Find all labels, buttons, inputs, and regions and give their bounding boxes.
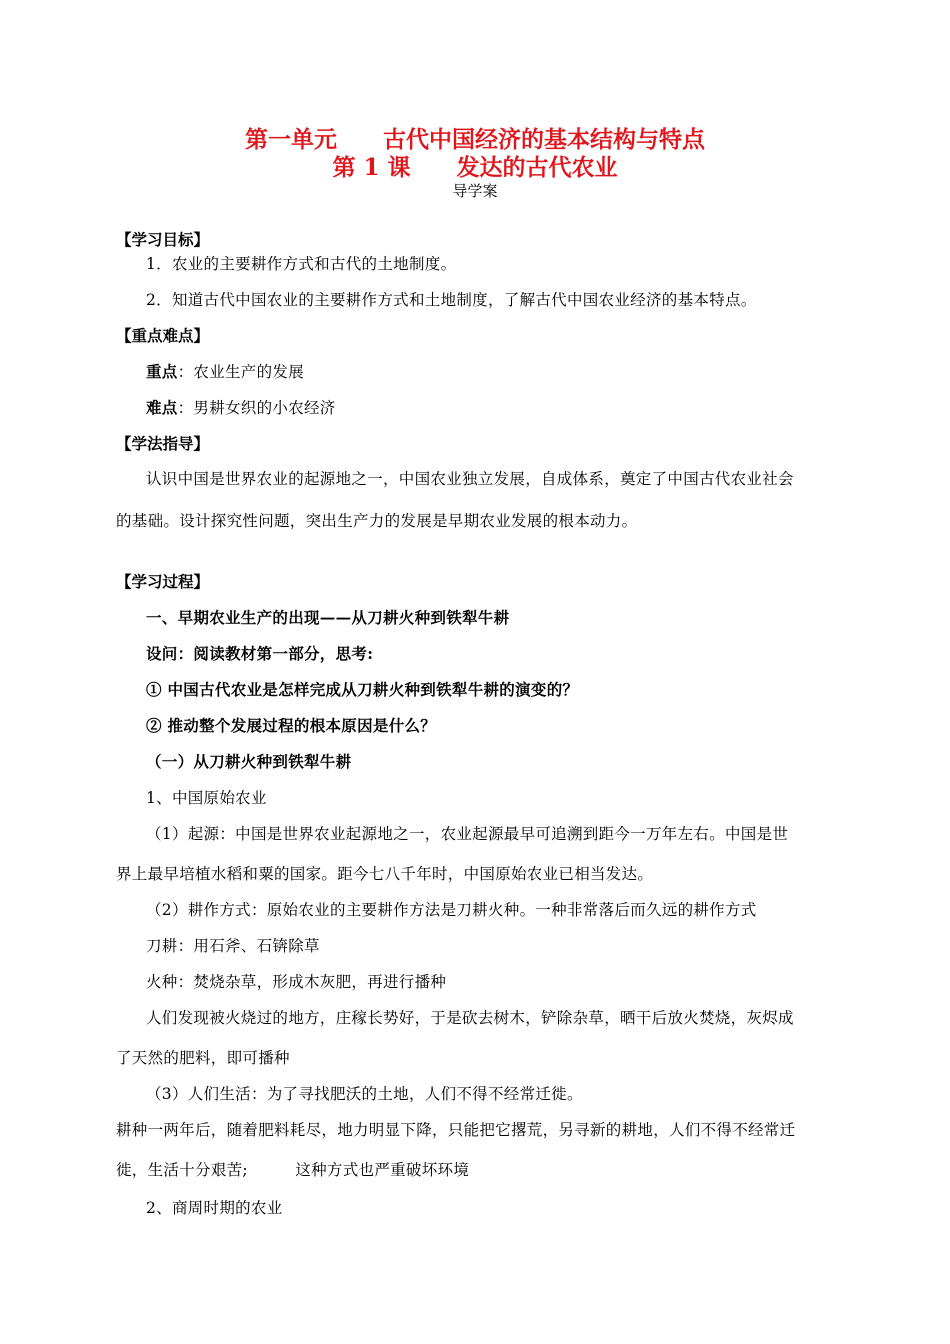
key-point-line <box>146 360 304 382</box>
paragraph-life: （3）人们生活：为了寻找肥沃的土地，人们不得不经常迁徙。 <box>146 1085 583 1103</box>
method-line-1: 认识中国是世界农业的起源地之一，中国农业独立发展，自成体系，奠定了中国古代农业社会 <box>146 470 794 488</box>
paragraph-shang-zhou-title: 2、商周时期的农业 <box>146 1199 283 1217</box>
question-1: ① 中国古代农业是怎样完成从刀耕火种到铁犁牛耕的演变的？ <box>146 680 579 699</box>
paragraph-discovery-line-2: 了天然的肥料，即可播种 <box>116 1049 290 1067</box>
method-line-2: 的基础。设计探究性问题，突出生产力的发展是早期农业发展的根本动力。 <box>116 512 638 530</box>
subsection-1-heading: （一）从刀耕火种到铁犁牛耕 <box>146 752 352 771</box>
process-heading: 【学习过程】 <box>116 572 210 591</box>
paragraph-slash: 刀耕：用石斧、石锛除草 <box>146 937 320 955</box>
paragraph-origin-title: 1、中国原始农业 <box>146 789 267 807</box>
section-1-heading: 一、早期农业生产的出现——从刀耕火种到铁犁牛耕 <box>146 608 510 627</box>
hard-point-line <box>146 396 336 418</box>
goals-heading: 【学习目标】 <box>116 230 210 249</box>
question-2: ② 推动整个发展过程的根本原因是什么？ <box>146 716 437 735</box>
paragraph-migration-line-2: 徙，生活十分艰苦; 这种方式也严重破坏环境 <box>116 1161 470 1179</box>
method-heading: 【学法指导】 <box>116 434 210 453</box>
paragraph-migration-line-1: 耕种一两年后，随着肥料耗尽，地力明显下降，只能把它撂荒，另寻新的耕地，人们不得不经常迁 <box>116 1121 796 1139</box>
paragraph-burn: 火种：焚烧杂草，形成木灰肥，再进行播种 <box>146 973 447 991</box>
key-points-heading: 【重点难点】 <box>116 326 210 345</box>
unit-title: 第一单元 古代中国经济的基本结构与特点 <box>245 126 705 153</box>
goal-item-2: 2．知道古代中国农业的主要耕作方式和土地制度，了解古代中国农业经济的基本特点。 <box>146 291 757 309</box>
hard-text: ：男耕女织的小农经济 <box>177 399 336 417</box>
paragraph-origin-line-2: 界上最早培植水稻和粟的国家。距今七八千年时，中国原始农业已相当发达。 <box>116 865 654 883</box>
question-intro: 设问：阅读教材第一部分，思考: <box>146 644 374 663</box>
key-text: ：农业生产的发展 <box>177 363 305 381</box>
paragraph-farming-method: （2）耕作方式：原始农业的主要耕作方法是刀耕火种。一种非常落后而久远的耕作方式 <box>146 901 757 919</box>
paragraph-discovery-line-1: 人们发现被火烧过的地方，庄稼长势好，于是砍去树木，铲除杂草，晒干后放火焚烧，灰烬成 <box>146 1009 794 1027</box>
goal-item-1: 1．农业的主要耕作方式和古代的土地制度。 <box>146 255 457 273</box>
hard-label: 难点 <box>146 398 178 417</box>
key-label: 重点 <box>146 362 178 381</box>
lesson-title: 第 1 课 发达的古代农业 <box>332 154 618 181</box>
doc-type-label: 导学案 <box>452 182 498 200</box>
paragraph-origin-line-1: （1）起源：中国是世界农业起源地之一，农业起源最早可追溯到距今一万年左右。中国是世 <box>146 825 789 843</box>
